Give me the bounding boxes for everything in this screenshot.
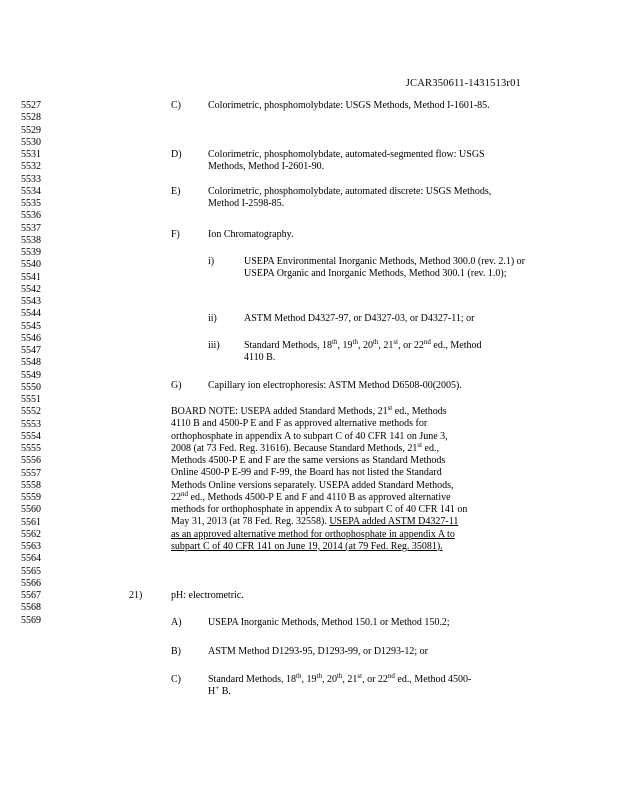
- line-number: 5544: [21, 308, 41, 320]
- item-f-i-label: i): [208, 256, 215, 267]
- inserted-text: as an approved alternative method for orthophosphate in appendix A to: [171, 528, 455, 540]
- ph-c-label: C): [171, 674, 181, 685]
- item-f-ii-text: ASTM Method D4327-97, or D4327-03, or D4327-11; or: [244, 313, 475, 324]
- ph-c-text: Standard Methods, 18th, 19th, 20th, 21st, or 22nd ed., Method 4500- H+ B.: [208, 672, 472, 698]
- document-header: JCAR350611-1431513r01: [405, 78, 521, 89]
- line-number: 5568: [21, 602, 41, 614]
- line-number: 5556: [21, 455, 41, 467]
- line-number: 5529: [21, 124, 41, 136]
- line-number: 5549: [21, 369, 41, 381]
- line-number: 5550: [21, 381, 41, 393]
- line-number: 5539: [21, 247, 41, 258]
- ph-b-label: B): [171, 646, 181, 657]
- item-c-label: C): [171, 100, 181, 111]
- inserted-text: USEPA added ASTM D4327-11: [329, 516, 459, 528]
- item-d-text: Colorimetric, phosphomolybdate, automated-segmented flow: USGS Methods, Method I-2601-90.: [208, 149, 485, 173]
- line-number: 5559: [21, 492, 41, 503]
- ph-a-label: A): [171, 617, 182, 628]
- line-number: 5562: [21, 528, 41, 540]
- item-e-label: E): [171, 186, 181, 197]
- item-f-text: Ion Chromatography.: [208, 229, 294, 240]
- line-number: 5561: [21, 516, 41, 528]
- line-number: 5540: [21, 259, 41, 271]
- line-number: 5564: [21, 553, 41, 565]
- line-number: 5565: [21, 565, 41, 577]
- line-number: 5541: [21, 271, 41, 283]
- item-21-title: pH: electrometric.: [171, 590, 244, 601]
- item-c-text: Colorimetric, phosphomolybdate: USGS Methods, Method I-1601-85.: [208, 100, 490, 111]
- line-number: 5566: [21, 577, 41, 589]
- line-number: 5545: [21, 320, 41, 332]
- ph-b-text: ASTM Method D1293-95, D1293-99, or D1293-12; or: [208, 646, 428, 657]
- line-number: 5534: [21, 185, 41, 197]
- line-number: 5546: [21, 332, 41, 344]
- line-number: 5536: [21, 210, 41, 222]
- item-g-text: Capillary ion electrophoresis: ASTM Method D6508-00(2005).: [208, 380, 462, 391]
- line-number: 5538: [21, 234, 41, 246]
- line-number: 5531: [21, 149, 41, 160]
- line-number: 5547: [21, 345, 41, 356]
- item-f-i-text: USEPA Environmental Inorganic Methods, Method 300.0 (rev. 2.1) or USEPA Organic and Inorganic Methods, Method 300.1 (rev. 1.0);: [244, 256, 525, 280]
- item-f-iii-text: Standard Methods, 18th, 19th, 20th, 21st, or 22nd ed., Method 4110 B.: [244, 338, 482, 364]
- inserted-text: subpart C of 40 CFR 141 on June 19, 2014 (at 79 Fed. Reg. 35081).: [171, 540, 443, 552]
- line-number: 5535: [21, 198, 41, 209]
- line-number: 5555: [21, 443, 41, 454]
- line-number: 5537: [21, 222, 41, 234]
- line-number: 5569: [21, 614, 41, 626]
- line-number: 5532: [21, 161, 41, 173]
- line-number: 5533: [21, 173, 41, 185]
- line-number: 5557: [21, 467, 41, 479]
- ph-a-text: USEPA Inorganic Methods, Method 150.1 or Method 150.2;: [208, 617, 450, 628]
- line-number: 5563: [21, 541, 41, 552]
- item-e-text: Colorimetric, phosphomolybdate, automated discrete: USGS Methods, Method I-2598-85.: [208, 186, 492, 210]
- item-f-ii-label: ii): [208, 313, 217, 324]
- line-number: 5552: [21, 406, 41, 418]
- line-number: 5558: [21, 479, 41, 491]
- line-number: 5542: [21, 283, 41, 295]
- line-number: 5551: [21, 394, 41, 405]
- item-g-label: G): [171, 380, 182, 391]
- line-number: 5560: [21, 504, 41, 516]
- line-number: 5543: [21, 296, 41, 307]
- item-f-iii-label: iii): [208, 340, 220, 351]
- line-number: 5530: [21, 136, 41, 148]
- line-number: 5554: [21, 430, 41, 442]
- line-number-column: [21, 100, 41, 627]
- line-number: 5528: [21, 112, 41, 124]
- item-21-number: 21): [129, 590, 143, 601]
- line-number: 5553: [21, 418, 41, 430]
- line-number: 5548: [21, 357, 41, 369]
- item-f-label: F): [171, 229, 180, 240]
- board-note: BOARD NOTE: USEPA added Standard Methods, 21st ed., Methods 4110 B and 4500-P E and F as approved alternative methods for orthophosphate in appendix A to subpart C of 40 CFR 141 on June 3, 2008 (at 73 Fed. Reg. 31616). Because Standard Methods, 21st ed., Methods 4500-P E and F are the same versions as Standard Methods Online 4500-P E-99 and F-99, the Board has not listed the Standard Methods Online versions separately. USEPA added Standard Methods, 22nd ed., Methods 4500-P E and F and 4110 B as approved alternative methods for orthophosphate in appendix A to subpart C of 40 CFR 141 on May 31, 2013 (at 78 Fed. Reg. 32558). USEPA added ASTM D4327-11 as an approved alternative method for orthophosphate in appendix A to subpart C of 40 CFR 141 on June 19, 2014 (at 79 Fed. Reg. 35081).: [171, 406, 541, 553]
- item-d-label: D): [171, 149, 182, 160]
- line-number: 5527: [21, 100, 41, 111]
- line-number: 5567: [21, 590, 41, 601]
